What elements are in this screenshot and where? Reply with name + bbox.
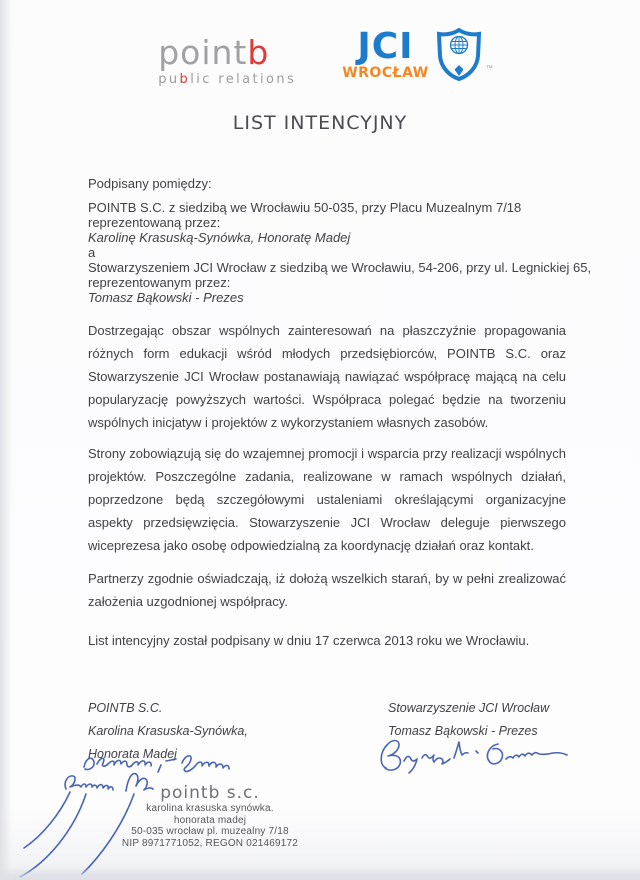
handwritten-signature-right xyxy=(372,730,587,785)
signature-line: Stowarzyszenie JCI Wrocław xyxy=(388,701,550,715)
body-paragraph: Partnerzy zgodnie oświadczają, iż dołożą wszelkich starań, by w pełni zrealizować założenia uzgodnionej współpracy. xyxy=(88,571,566,609)
document-body xyxy=(88,176,592,652)
document-title: LIST INTENCYJNY xyxy=(232,112,408,134)
intro-line: Stowarzyszeniem JCI Wrocław z siedzibą we Wrocławiu, 54-206, przy ul. Legnickiej 65, xyxy=(88,260,592,275)
intro-line-representatives: Tomasz Bąkowski - Prezes xyxy=(88,290,244,305)
body-paragraph: Strony zobowiązują się do wzajemnej promocji i wsparcia przy realizacji wspólnych projektów. Poszczególne zadania, realizowane w ramach wspólnych działań, poprzedzone będą szczegółowymi ustaleniami określającymi organizacyjne aspekty przedsięwzięcia. Stowarzyszenie JCI Wrocław deleguje pierwszego wiceprezesa jako osobę odpowiedzialną za koordynację działań oraz kontakt. xyxy=(88,446,566,553)
intro-line: POINTB S.C. z siedzibą we Wrocławiu 50-035, przy Placu Muzealnym 7/18 xyxy=(88,200,522,215)
pointb-wordmark xyxy=(158,33,296,72)
signature-line: Karolina Krasuska-Synówka, xyxy=(88,724,248,738)
intro-line: reprezentowanym przez: xyxy=(88,275,231,290)
stamp-company-name: pointb s.c. xyxy=(160,783,260,803)
body-paragraph: Dostrzegając obszar wspólnych zainteresowań na płaszczyźnie propagowania różnych form edukacji wśród młodych przedsiębiorców, POINTB S.C. oraz Stowarzyszenie JCI Wrocław postanawiają nawiązać współpracę mającą na celu popularyzację powyższych wartości. Współpraca polegać będzie na tworzeniu wspólnych inicjatyw i projektów z wykorzystaniem własnych zasobów. xyxy=(88,323,566,430)
stamp-line: 50-035 wrocław pl. muzealny 7/18 xyxy=(131,826,289,837)
jci-wroclaw-logo xyxy=(342,26,493,82)
signature-line: Honorata Madej xyxy=(88,747,177,761)
jci-city-label: WROCŁAW xyxy=(342,65,429,81)
stamp-line: honorata madej xyxy=(173,814,247,826)
parties-block xyxy=(88,176,592,305)
signature-line: Tomasz Bąkowski - Prezes xyxy=(388,724,538,738)
intro-line: reprezentowaną przez: xyxy=(88,215,221,230)
intro-line-representatives: Karolinę Krasuską-Synówka, Honoratę Madej xyxy=(88,230,351,245)
company-stamp xyxy=(80,784,340,849)
scan-edge-bottom xyxy=(0,867,640,880)
stamp-line: NIP 8971771052, REGON 021469172 xyxy=(121,837,299,849)
stamp-line: karolina krasuska synówka. xyxy=(146,803,274,814)
intro-line: Podpisany pomiędzy: xyxy=(88,176,212,191)
pointb-logo xyxy=(158,33,297,87)
pointb-subtitle: public relations xyxy=(158,72,297,87)
jci-trademark-symbol: ™ xyxy=(485,65,493,72)
intro-line: a xyxy=(88,245,96,260)
signing-date-line: List intencyjny został podpisany w dniu 17 czerwca 2013 roku we Wrocławiu. xyxy=(88,633,530,648)
jci-wordmark: JCI xyxy=(357,26,414,67)
pointb-word-main: point xyxy=(158,33,248,72)
jci-shield-globe-icon xyxy=(436,28,482,82)
signature-line: POINTB S.C. xyxy=(88,701,163,715)
header-logos xyxy=(0,26,640,87)
pointb-word-accent: b xyxy=(247,33,270,72)
